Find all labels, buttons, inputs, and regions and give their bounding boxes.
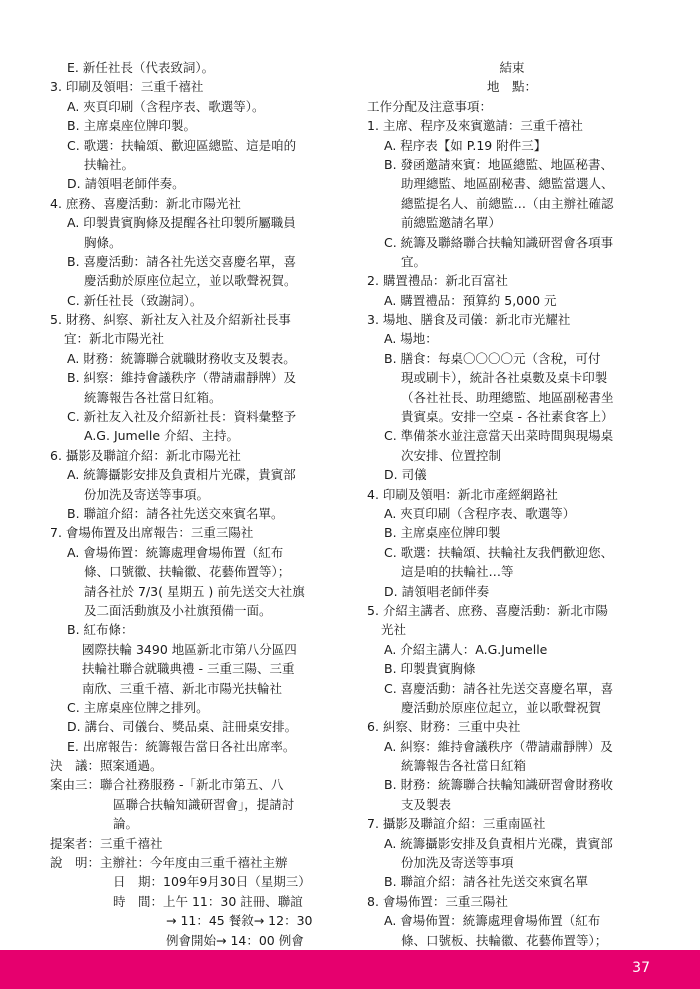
text-line: 例會開始→ 14：00 例會	[166, 932, 304, 948]
text-line: 4. 印刷及領唱：新北市產經網路社	[367, 486, 558, 502]
text-line: C. 準備茶水並注意當天出菜時間與現場桌	[384, 428, 614, 444]
text-line: 8. 會場佈置：三重三陽社	[367, 893, 508, 909]
text-line: C. 喜慶活動：請各社先送交喜慶名單，喜	[384, 680, 614, 696]
text-line: 7. 會場佈置及出席報告：三重三陽社	[50, 525, 254, 541]
text-line: 及二面活動旗及小社旗預備一面。	[84, 602, 272, 618]
text-line: 胸條。	[84, 234, 122, 250]
text-line: 貴賓桌。安排一空桌 - 各社素食客上）	[401, 409, 614, 425]
text-line: C. 歌選：扶輪頌、歡迎區總監、這是咱的	[67, 137, 297, 153]
text-line: E. 新任社長（代表致詞）。	[67, 60, 215, 75]
text-line: 慶活動於原座位起立，並以歌聲祝賀	[401, 699, 602, 715]
text-line: A. 統籌攝影安排及負責相片光碟，貴賓部	[384, 835, 613, 851]
text-line: 6. 糾察、財務：三重中央社	[367, 719, 521, 735]
text-line: C. 歌選：扶輪頌、扶輪社友我們歡迎您、	[384, 544, 614, 560]
text-line: 工作分配及注意事項：	[367, 98, 493, 114]
text-line: A. 程序表【如 P.19 附件三】	[384, 137, 547, 153]
text-line: 4. 庶務、喜慶活動：新北市陽光社	[50, 195, 241, 211]
text-line: 前總監邀請名單）	[401, 215, 502, 231]
text-line: E. 出席報告：統籌報告當日各社出席率。	[67, 738, 296, 754]
text-line: A. 會場佈置：統籌處理會場佈置（紅布	[384, 913, 601, 929]
text-line: C. 新任社長（致謝詞）。	[67, 292, 203, 308]
text-line: 慶活動於原座位起立，並以歌聲祝賀。	[84, 273, 297, 289]
text-line: 3. 場地、膳食及司儀：新北市光耀社	[367, 312, 571, 328]
text-line: 現或刷卡），統計各社桌數及桌卡印製	[401, 370, 608, 386]
text-line: 宜。	[401, 253, 427, 269]
text-line: 國際扶輪 3490 地區新北市第八分區四	[82, 641, 297, 657]
text-line: 說 明：主辦社：今年度由三重千禧社主辦	[50, 855, 288, 871]
text-line: B. 聯誼介紹：請各社先送交來賓名單。	[67, 505, 284, 521]
text-line: A. 夾頁印刷（含程序表、歌選等）。	[67, 98, 265, 114]
left-column	[50, 58, 346, 950]
text-line: 7. 攝影及聯誼介紹：三重南區社	[367, 816, 546, 832]
text-line: 日 期：109年9月30日（星期三）	[113, 874, 311, 890]
text-line: A. 糾察：維持會議秩序（帶請肅靜牌）及	[384, 738, 613, 754]
text-line: 1. 主席、程序及來賓邀請：三重千禧社	[367, 118, 583, 134]
text-line: D. 請領唱老師伴奏	[384, 583, 490, 599]
text-line: 條、口號徽、扶輪徽、花藝佈置等）；	[84, 564, 291, 580]
text-line: B. 膳食：每桌〇〇〇〇元（含稅，可付	[384, 350, 601, 366]
text-line: B. 發函邀請來賓：地區總監、地區秘書、	[384, 156, 614, 172]
text-line: 請各社於 7/3( 星期五 ) 前先送交大社旗	[84, 583, 305, 599]
text-line: 南欣、三重千禧、新北市陽光扶輪社	[82, 680, 283, 696]
text-line: 條、口號板、扶輪徽、花藝佈置等）；	[401, 932, 608, 948]
text-line: 份加洗及寄送等事項	[401, 855, 514, 871]
text-line: 決 議：照案通過。	[50, 758, 163, 774]
text-line: 總監提名人、前總監…（由主辦社確認	[401, 195, 614, 211]
text-line: D. 請領唱老師伴奏。	[67, 176, 185, 192]
text-line: 份加洗及寄送等事項。	[84, 486, 210, 502]
text-line: C. 統籌及聯絡聯合扶輪知識研習會各項事	[384, 234, 614, 250]
text-line: A. 財務：統籌聯合就職財務收支及製表。	[67, 350, 296, 366]
text-line: B. 喜慶活動：請各社先送交喜慶名單，喜	[67, 253, 297, 269]
text-line: D. 講台、司儀台、獎品桌、註冊桌安排。	[67, 719, 298, 735]
text-line: A. 介紹主講人：A.G.Jumelle	[384, 641, 548, 657]
text-line: 區聯合扶輪知識研習會」，提請討	[113, 796, 295, 812]
text-line: 時 間：上午 11：30 註冊、聯誼	[113, 893, 303, 909]
text-line: C. 主席桌座位牌之排列。	[67, 699, 209, 715]
text-line: A.G. Jumelle 介紹、主持。	[84, 428, 240, 444]
text-line: 統籌報告各社當日紅箱。	[84, 389, 222, 405]
text-line: → 11：45 餐敘→ 12：30	[166, 913, 313, 929]
text-line: 結束	[499, 60, 525, 75]
text-line: C. 新社友入社及介紹新社長：資料彙整予	[67, 409, 297, 425]
text-line: A. 印製貴賓胸條及提醒各社印製所屬職員	[67, 215, 296, 231]
text-line: B. 紅布條：	[67, 622, 134, 638]
footer-bar	[0, 950, 700, 989]
text-line: 這是咱的扶輪社…等	[401, 564, 514, 580]
text-line: A. 會場佈置：統籌處理會場佈置（紅布	[67, 544, 284, 560]
text-line: 扶輪社聯合就職典禮 - 三重三陽、三重	[82, 661, 295, 677]
text-line: 助理總監、地區副秘書、總監當選人、	[401, 176, 614, 192]
text-line: 光社	[381, 622, 407, 638]
text-line: 統籌報告各社當日紅箱	[401, 758, 527, 774]
text-line: 6. 攝影及聯誼介紹：新北市陽光社	[50, 447, 241, 463]
text-line: 支及製表	[401, 796, 452, 812]
text-line: B. 聯誼介紹：請各社先送交來賓名單	[384, 874, 589, 890]
text-line: B. 財務：統籌聯合扶輪知識研習會財務收	[384, 777, 614, 793]
text-line: 地 點：	[486, 79, 537, 95]
page-number: 37	[632, 960, 650, 976]
text-line: D. 司儀	[384, 467, 427, 483]
text-line: A. 場地：	[384, 331, 438, 347]
text-line: 扶輪社。	[84, 156, 135, 172]
text-line: A. 夾頁印刷（含程序表、歌選等）	[384, 505, 576, 521]
text-line: 宜：新北市陽光社	[64, 331, 165, 347]
text-line: B. 主席桌座位牌印製	[384, 525, 501, 541]
text-line: A. 統籌攝影安排及負責相片光碟，貴賓部	[67, 467, 296, 483]
text-line: 3. 印刷及領唱：三重千禧社	[50, 79, 204, 95]
right-column	[367, 58, 657, 950]
text-line: 5. 財務、糾察、新社友入社及介紹新社長事	[50, 312, 291, 328]
text-line: A. 購置禮品：預算約 5,000 元	[384, 292, 557, 308]
text-line: 2. 購置禮品：新北百富社	[367, 273, 508, 289]
text-line: 5. 介紹主講者、庶務、喜慶活動：新北市陽	[367, 602, 608, 618]
text-line: 提案者：三重千禧社	[50, 835, 163, 851]
text-line: 論。	[113, 816, 139, 832]
text-line: 案由三：聯合社務服務 -「新北市第五、八	[50, 777, 284, 793]
text-line: （各社社長、助理總監、地區副秘書坐	[401, 389, 614, 405]
text-line: B. 糾察：維持會議秩序（帶請肅靜牌）及	[67, 370, 297, 386]
text-line: B. 主席桌座位牌印製。	[67, 118, 197, 134]
text-line: 次安排、位置控制	[401, 447, 502, 463]
text-line: B. 印製貴賓胸條	[384, 661, 476, 677]
